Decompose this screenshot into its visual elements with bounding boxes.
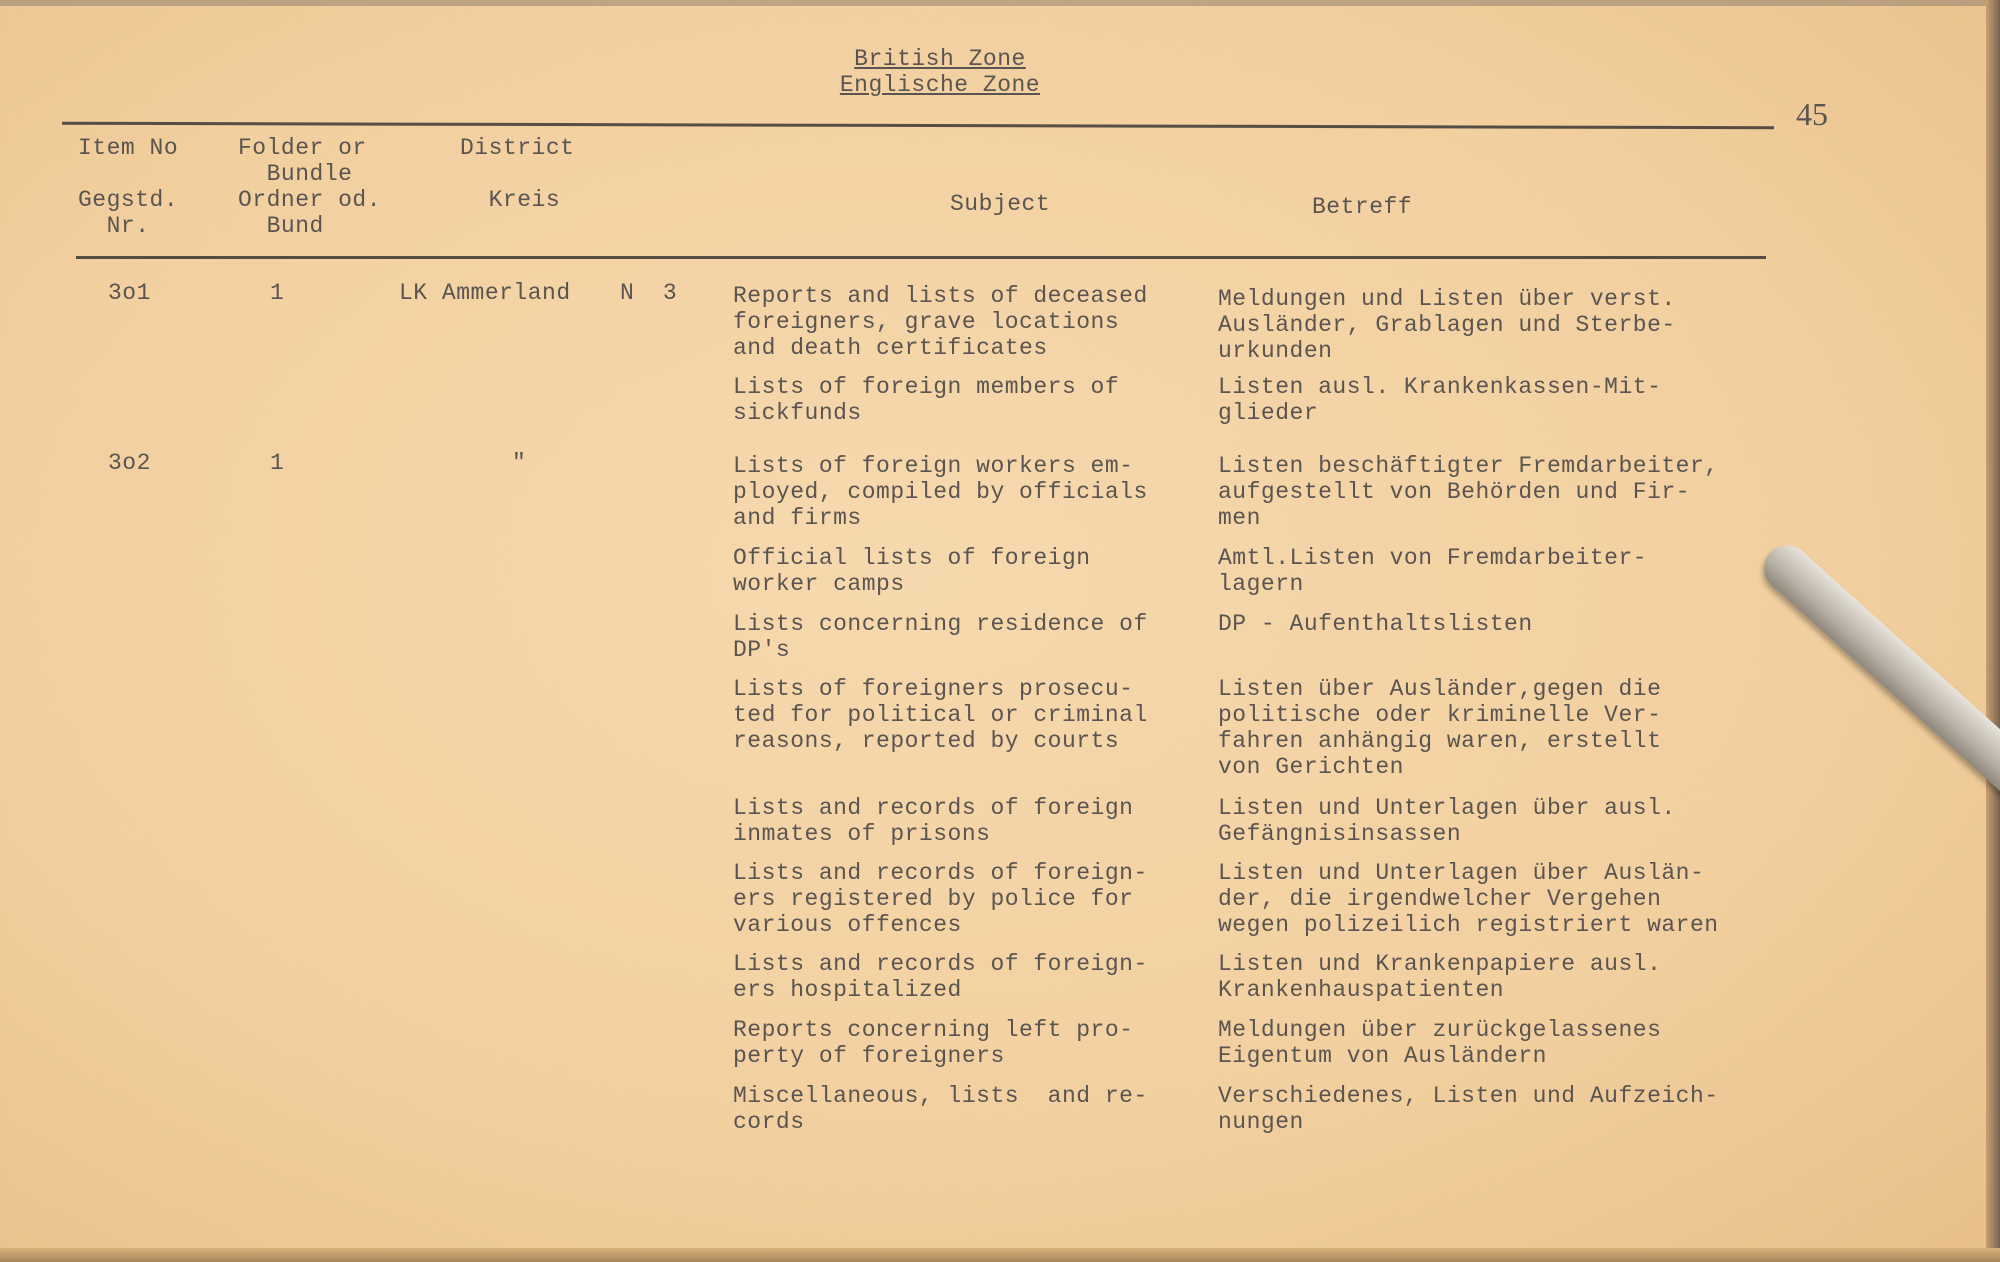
page-number: 45 — [1796, 96, 1828, 132]
item-no: 3o1 — [108, 280, 151, 306]
entry-betreff: Listen beschäftigter Fremdarbeiter, aufgestellt von Behörden und Fir- men — [1218, 453, 1719, 531]
entry-subject: Reports concerning left pro- perty of foreigners — [733, 1017, 1134, 1069]
entry-betreff: Verschiedenes, Listen und Aufzeich- nungen — [1218, 1083, 1719, 1135]
entry-subject: Lists concerning residence of DP's — [733, 611, 1148, 663]
folder-no: 1 — [270, 450, 285, 476]
district: LK Ammerland — [399, 280, 571, 306]
header-bottom-rule — [76, 256, 1766, 259]
entry-betreff: Listen ausl. Krankenkassen-Mit- glieder — [1218, 374, 1662, 426]
entry-subject: Miscellaneous, lists and re- cords — [733, 1083, 1148, 1135]
item-no: 3o2 — [108, 450, 151, 476]
entry-betreff: DP - Aufenthaltslisten — [1218, 611, 1533, 637]
district-ditto: " — [512, 450, 527, 476]
column-header-subject: Subject — [950, 191, 1051, 217]
entry-subject: Lists and records of foreign- ers hospitalized — [733, 951, 1148, 1003]
entry-subject: Lists of foreign workers em- ployed, compiled by officials and firms — [733, 453, 1148, 531]
page-right-edge — [1986, 0, 2000, 1262]
entry-subject: Official lists of foreign worker camps — [733, 545, 1091, 597]
entry-betreff: Meldungen über zurückgelassenes Eigentum von Ausländern — [1218, 1017, 1662, 1069]
title-german: Englische Zone — [839, 72, 1041, 98]
column-header-betreff: Betreff — [1312, 194, 1413, 220]
entry-subject: Lists and records of foreign- ers registered by police for various offences — [733, 860, 1148, 938]
header-top-rule — [62, 122, 1774, 129]
column-header-folder: Folder or Bundle Ordner od. Bund — [238, 135, 382, 239]
folder-no: 1 — [270, 280, 285, 306]
column-header-item-no: Item No Gegstd. Nr. — [78, 135, 179, 239]
page-top-edge — [0, 0, 2000, 6]
entry-subject: Lists of foreign members of sickfunds — [733, 374, 1120, 426]
district-code: N 3 — [620, 280, 678, 306]
entry-betreff: Listen und Unterlagen über Auslän- der, die irgendwelcher Vergehen wegen polizeilich registriert waren — [1218, 860, 1719, 938]
entry-betreff: Amtl.Listen von Fremdarbeiter- lagern — [1218, 545, 1648, 597]
pen-pointer-image — [1755, 536, 2000, 811]
column-header-district: District Kreis — [460, 135, 575, 213]
entry-betreff: Listen und Krankenpapiere ausl. Krankenhauspatienten — [1218, 951, 1662, 1003]
entry-betreff: Meldungen und Listen über verst. Ausländer, Grablagen und Sterbe- urkunden — [1218, 286, 1676, 364]
entry-betreff: Listen und Unterlagen über ausl. Gefängnisinsassen — [1218, 795, 1676, 847]
entry-subject: Reports and lists of deceased foreigners, grave locations and death certificates — [733, 283, 1148, 361]
entry-subject: Lists of foreigners prosecu- ted for political or criminal reasons, reported by courts — [733, 676, 1148, 754]
entry-betreff: Listen über Ausländer,gegen die politische oder kriminelle Ver- fahren anhängig waren, erstellt von Gerichten — [1218, 676, 1662, 780]
entry-subject: Lists and records of foreign inmates of prisons — [733, 795, 1134, 847]
page-bottom-edge — [0, 1248, 2000, 1262]
title-english: British Zone — [854, 46, 1026, 72]
